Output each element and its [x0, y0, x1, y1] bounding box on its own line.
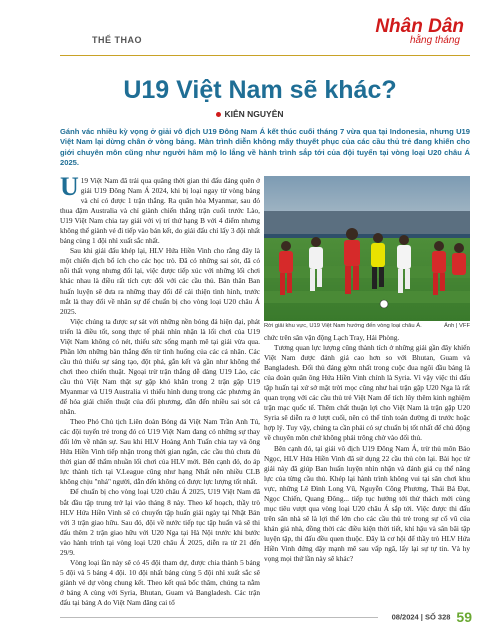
article-lead: Gánh vác nhiều kỳ vọng ở giải vô địch U19 Đông Nam Á kết thúc cuối tháng 7 vừa qua tại Indonesia, nhưng U19 Việt Nam lại dừng chân ở vòng bảng. Màn trình diễn không mấy thuyết phục của các cầu thủ trẻ đang khiến cho giới chuyên môn cũng như người hâm mộ lo lắng về hành trình sắp tới của đội tuyển tại vòng loại U20 châu Á 2025.	[60, 127, 470, 167]
bullet-icon	[216, 112, 221, 117]
photo-credit: Ảnh | VFF	[444, 323, 470, 329]
paragraph	[60, 172, 261, 246]
author-name: KIÊN NGUYÊN	[224, 109, 284, 119]
article-column-right	[264, 333, 470, 564]
photo-caption: Rời giải khu vực, U19 Việt Nam hướng đến vòng loại châu Á.	[264, 323, 422, 329]
logo-title: Nhân Dân	[375, 16, 464, 37]
section-label: THỂ THAO	[92, 35, 142, 45]
paragraph: chức trên sân vận động Lạch Tray, Hải Phòng.	[264, 333, 400, 342]
issue-label: 08/2024 | SỐ 328	[391, 612, 451, 622]
drop-cap: U	[60, 172, 79, 201]
paragraph: Tương quan lực lượng cũng thành tích ở những giải gần đây khiến Việt Nam được đánh giá cao hơn so với Bhutan, Guam và Bangladesh. Đối thủ đáng gờm nhất trong cuộc đua ngôi đầu bảng là của đoàn quân ông Hứa Hiền Vinh chính là Syria. Vì vậy việc thi đấu tập huấn tại xứ sở mặt trời mọc cũng như hai trận gặp U20 Nga là rất quan trọng với các cầu thủ trẻ Việt Nam để tích lũy thêm kinh nghiệm trận mạc quốc tế. Thêm chất thuận lợi cho Việt Nam là trận gặp U20 Syria sẽ diễn ra ở lượt cuối, nên có thể tính toán đường đi trước hoặc hợp lý. Tuy vậy, chúng ta cần phải có sự chuẩn bị tốt nhất để chủ động về chuyên môn chứ không phải trông chờ vào đối thủ.	[264, 343, 470, 443]
header-rule	[60, 55, 470, 56]
paragraph: Việc chúng ta được sự sát với những nền bóng đá hiện đại, phát triển là điều tốt, song thực tế phải nhìn nhận là lối chơi của U19 Việt Nam không có nét, thiếu sức sống mạnh mẽ tại giải vừa qua. Phần lớn những bàn thắng đến từ tình huống của các cá nhân. Các cầu thủ thiếu sự sáng tạo, đột phá, gắn kết và gần như không thể chơi theo chiến thuật. Ngoại trừ trận thắng dễ dàng U19 Lào, các cầu thủ Việt Nam thật sự gặp khó khăn trong 2 trận gặp U19 Myanmar và U19 Australia vì thiếu hình dung trong các phương án để hóa giải chiến thuật của đối phương, dẫn đến nhiều sai sót cá nhân.	[60, 316, 260, 417]
paragraph: Bên cạnh đó, tại giải vô địch U19 Đông Nam Á, trừ thủ môn Bảo Ngọc, HLV Hứa Hiền Vinh đã sử dụng 22 cầu thủ còn lại. Bài học từ giải này đã giúp Ban huấn luyện nhìn nhận và đánh giá cụ thể năng lực của từng cầu thủ. Khép lại hành trình không vui tại sân chơi khu vực, những Lê Đình Long Vũ, Nguyễn Công Phương, Thái Bá Đạt, Ngọc Chiến, Quang Đông... tiếp tục hướng tới thử thách mới cùng mục tiêu vượt qua vòng loại U20 châu Á sắp tới. Việc được thi đấu trên sân nhà sẽ là lợi thế lớn cho các cầu thủ trẻ trong sự cổ vũ của khán giả nhà, đồng thời các điều kiện thời tiết, khí hậu và sân bãi tập luyện tập, thi đấu đều quen thuộc. Đây là cơ hội để thầy trò HLV Hứa Hiền Vinh đứng dậy mạnh mẽ sau vấp ngã, lấy lại sự tự tin. Và hy vọng mọi thứ lần này sẽ khác?	[264, 443, 470, 564]
logo-subtitle: hằng tháng	[409, 35, 460, 46]
paragraph: Vòng loại lần này sẽ có 45 đội tham dự, được chia thành 5 bảng 5 đội và 5 bảng 4 đội. 10 đội nhất bảng cùng 5 đội nhì xuất sắc sẽ giành vé dự vòng chung kết. Theo kết quả bốc thăm, chúng ta nằm ở bảng A cùng với Syria, Bhutan, Guam và Bangladesh. Các trận đấu tại bảng A do Việt Nam đăng cai tổ	[60, 557, 260, 607]
paragraph: Để chuẩn bị cho vòng loại U20 châu Á 2025, U19 Việt Nam đã bắt đầu tập trung trở lại vào tháng 8 này. Theo kế hoạch, thầy trò HLV Hứa Hiền Vinh sẽ có chuyến tập huấn giải ngày tại Nhật Bản với 3 trận giao hữu. Sau đó, đội về nước tiếp tục tập huấn và sẽ thi đấu thêm 2 trận giao hữu với U20 Nga tại Hà Nội trước khi bước vào hành trình tại vòng loại U20 châu Á 2025, diễn ra từ 21 đến 29/9.	[60, 487, 260, 557]
article-column-left	[60, 172, 261, 608]
article-title: U19 Việt Nam sẽ khác?	[123, 76, 397, 104]
publication-logo	[375, 18, 464, 46]
page-footer	[392, 608, 472, 626]
match-photo	[264, 176, 470, 321]
paragraph-text: 19 Việt Nam đã trải qua quãng thời gian thi đấu đáng quên ở giải U19 Đông Nam Á 2024, khi bị loại ngay từ vòng bảng và chỉ có được 1 trận thắng. Ra quân hòa Myanmar, sau đó thua đậm Australia và chỉ giành chiến thắng trận cuối trước Lào, U19 Việt Nam chia tay giải với vị trí thứ hạng B với 4 điểm nhưng không thể giành vé đi tiếp vào bán kết, do giải đấu chỉ lấy 3 đội nhất bảng cùng 1 đội nhì xuất sắc nhất.	[60, 176, 261, 246]
author-byline	[0, 109, 500, 119]
footer-rule	[60, 617, 378, 618]
page-number: 59	[456, 608, 472, 625]
paragraph: Theo Phó Chủ tịch Liên đoàn Bóng đá Việt Nam Trần Anh Tú, các đội tuyển trẻ trong đó có U19 Việt Nam đang có những sự thay đổi lớn về nhân sự. Sau khi HLV Hoàng Anh Tuấn chia tay và ông Hứa Hiền Vinh tiếp nhận trong thời gian ngắn, các cầu thủ chưa đủ thời gian để thẩm nhuần lối chơi của HLV mới. Bên cạnh đó, do áp lực thành tích tại V.League cũng như hạng Nhất nên nhiều CLB không chịu "nhả" người, dẫn đến không có được lực lượng tốt nhất.	[60, 417, 260, 487]
paragraph: Sau khi giải đấu khép lại, HLV Hứa Hiền Vinh cho rằng đây là một chiến dịch bổ ích cho các học trò. Đã có những sai sót, đã có nỗi thất vọng nhưng đổi lại, việc được tiếp xúc với những lối chơi khác nhau là điều rất tích cực đối với các cầu thủ. Bản thân Ban huấn luyện sẽ đưa ra những thay đổi để cải thiện tình hình, trước mắt là thay đổi về nhân sự để chuẩn bị cho vòng loại U20 châu Á 2025.	[60, 246, 260, 316]
